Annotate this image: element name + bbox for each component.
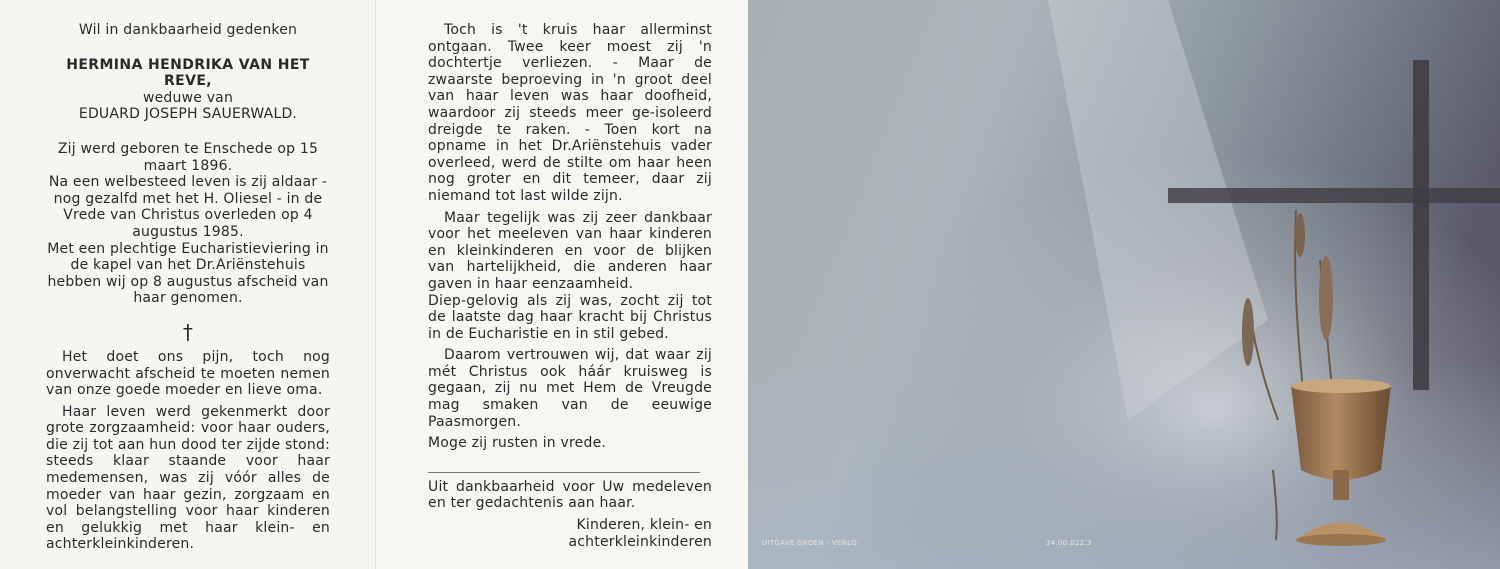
farewell-paragraph: Met een plechtige Eucharistieviering in de kapel van het Dr.Ariënstehuis hebben wij op 8 augustus afscheid van haar genomen.: [47, 240, 329, 307]
artwork-panel: [748, 0, 1500, 569]
signoff-line-1: Kinderen, klein- en: [576, 517, 712, 534]
signoff-line-2: achterkleinkinderen: [568, 533, 712, 550]
middle-text-column: [428, 22, 712, 550]
intro-line: Wil in dankbaarheid gedenken: [78, 22, 298, 38]
pain-paragraph: Het doet ons pijn, toch nog onverwacht afscheid te moeten nemen van onze goede moeder en lieve oma.: [46, 348, 330, 399]
grateful-paragraph: Maar tegelijk was zij zeer dankbaar voor het meeleven van haar kinderen en kleinkinderen en voor de blijken van hartelijkheid, die anderen haar gaven in haar eenzaamheid.: [428, 209, 712, 292]
husband-name: EDUARD JOSEPH SAUERWALD.: [78, 106, 298, 123]
chalice-painting-icon: [748, 0, 1500, 569]
cross-icon: †: [182, 319, 194, 344]
divider-line: [428, 472, 700, 473]
left-text-column: [46, 22, 330, 553]
publisher-imprint: UITGAVE GROEN - VENLO: [762, 539, 858, 547]
faith-paragraph: Diep-gelovig als zij was, zocht zij tot de laatste dag haar kracht bij Christus in de Eucharistie en in stil gebed.: [428, 292, 712, 342]
thanks-paragraph: Uit dankbaarheid voor Uw medeleven en ter gedachtenis aan haar.: [428, 478, 712, 512]
birth-paragraph: Zij werd geboren te Enschede op 15 maart 1896.: [57, 140, 319, 174]
rest-line: Moge zij rusten in vrede.: [428, 435, 607, 452]
deceased-name: HERMINA HENDRIKA VAN HET REVE,: [66, 56, 310, 90]
widow-of-line: weduwe van: [142, 89, 234, 106]
trust-paragraph: Daarom vertrouwen wij, dat waar zij mét Christus ook háár kruisweg is gegaan, zij nu met Hem de Vreugde mag smaken van de eeuwige Paasmorgen.: [428, 347, 712, 430]
life-paragraph: Na een welbesteed leven is zij aldaar - nog gezalfd met het H. Oliesel - in de Vrede van Christus overleden op 4 augustus 1985.: [48, 174, 328, 240]
card-code: 34.00.022.3: [1046, 539, 1092, 547]
cross-paragraph: Toch is 't kruis haar allerminst ontgaan. Twee keer moest zij 'n dochtertje verliezen. - Maar de zwaarste beproeving in 'n groot deel van haar leven was haar doofheid, waardoor zij steeds meer ge-isoleerd dreigde te raken. - Toen kort na opname in het Dr.Ariënstehuis vader overleed, werd de stilte om haar heen nog groter en dit temeer, daar zij niemand tot last wilde zijn.: [428, 22, 712, 204]
care-paragraph: Haar leven werd gekenmerkt door grote zorgzaamheid: voor haar ouders, die zij tot aan hun dood ter zijde stond: steeds klaar staande voor haar medemensen, was zij vóór alles de moeder van haar gezin, zorgzaam en vol belangstelling voor haar kinderen en gelukkig met haar klein- en achterkleinkinderen.: [46, 403, 330, 553]
